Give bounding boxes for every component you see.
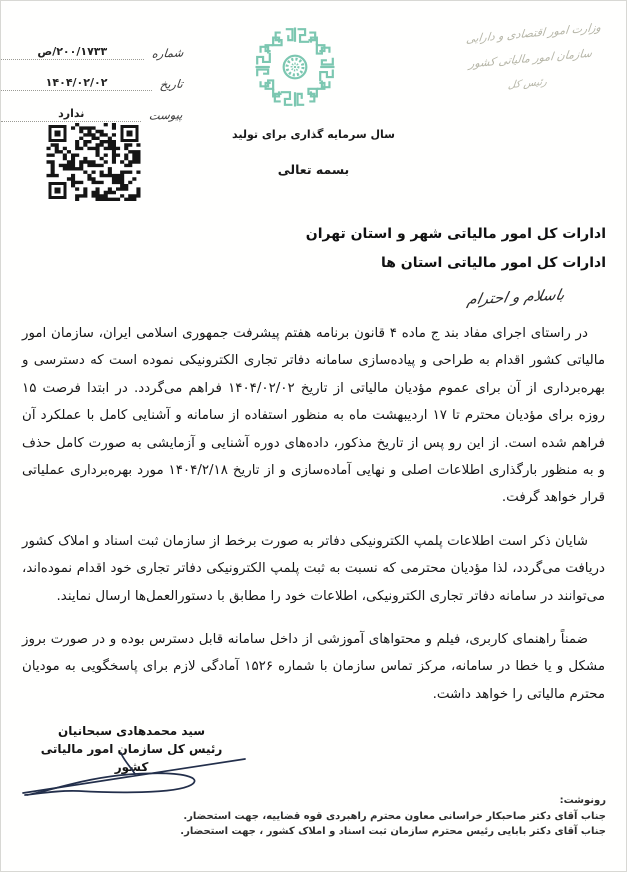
signer-name: سید محمدهادی سبحانیان: [57, 724, 206, 738]
field-date-value: ۱۴۰۴/۰۲/۰۲: [1, 76, 152, 91]
cc-heading: رونوشت:: [559, 795, 606, 806]
qr-code: [46, 123, 141, 201]
recipient-line-2: ادارات کل امور مالیاتی استان ها: [380, 255, 606, 271]
letterhead-fields: [1, 29, 197, 122]
recipients: [21, 220, 606, 278]
recipient-line-1: ادارات کل امور مالیاتی شهر و استان تهران: [305, 226, 606, 242]
ministry-header: [458, 15, 602, 103]
ministry-line-3: رئیس کل: [507, 76, 548, 92]
cc-item-2: جناب آقای دکتر بابایی رئیس محترم سازمان ثبت اسناد و املاک کشور ، جهت استحضار.: [180, 826, 606, 837]
letter-body: [22, 320, 605, 708]
field-attachment-value: ندارد: [1, 107, 141, 122]
field-number-value: ۲۰۰/۱۷۳۳/ص: [1, 45, 144, 60]
field-date: [1, 60, 197, 91]
greeting-salutation: باسلام و احترام: [465, 285, 567, 309]
field-number: [1, 29, 197, 60]
ministry-line-1: وزارت امور اقتصادی و دارایی: [465, 20, 602, 46]
tax-administration-emblem-icon: [253, 25, 337, 109]
field-date-label: تاریخ: [159, 76, 184, 92]
field-attachment: [1, 91, 197, 122]
year-slogan: سال سرمایه گذاری برای تولید: [232, 128, 395, 141]
paragraph-1: در راستای اجرای مفاد بند ج ماده ۴ قانون برنامه هفتم پیشرفت جمهوری اسلامی ایران، سازمان امور مالیاتی کشور اقدام به طراحی و پیاده‌سازی سامانه دفاتر تجاری الکترونیکی نموده است که دسترسی و بهره‌برداری از آن برای عموم مؤدیان مالیاتی از تاریخ ۱۴۰۴/۰۲/۰۲ فراهم می‌گردد. در ابتدا فرصت ۱۵ روزه برای مؤدیان محترم تا ۱۷ اردیبهشت ماه به منظور استفاده از سامانه و آشنایی کامل با عملکرد آن فراهم شده است. از این رو پس از تاریخ مذکور، داده‌های دوره آشنایی و آزمایشی به صورت کامل حذف و به منظور بارگذاری اطلاعات اصلی و نهایی آماده‌سازی و از تاریخ ۱۴۰۴/۲/۱۸ مورد بهره‌برداری عملیاتی قرار خواهد گرفت.: [22, 326, 605, 506]
bismillah: بسمه تعالی: [277, 162, 350, 177]
cc-section: [21, 793, 606, 840]
paragraph-3: ضمناً راهنمای کاربری، فیلم و محتواهای آموزشی از داخل سامانه قابل دسترس بوده و در صورت بروز مشکل و یا خطا در سامانه، مرکز تماس سازمان با شماره ۱۵۲۶ آمادگی لازم برای پاسخگویی به مودیان محترم مالیاتی را خواهد داشت.: [22, 632, 605, 702]
field-number-label: شماره: [150, 45, 184, 61]
ministry-line-2: سازمان امور مالیاتی کشور: [468, 46, 593, 71]
paragraph-2: شایان ذکر است اطلاعات پلمپ الکترونیکی دفاتر به صورت برخط از سازمان ثبت اسناد و املاک کشور دریافت می‌گردد، لذا مؤدیان محترمی که نسبت به ثبت پلمپ الکترونیکی دفاتر تجاری خود اقدام نموده‌اند، می‌توانند در سامانه دفاتر تجاری الکترونیکی، اطلاعات خود را مطابق با دستورالعمل‌ها ارسال نمایند.: [22, 533, 605, 604]
signer-title: رئیس کل سازمان امور مالیاتی کشور: [40, 742, 223, 774]
cc-item-1: جناب آقای دکتر صاحبکار خراسانی معاون محترم راهبردی قوه قضاییه، جهت استحضار.: [183, 810, 606, 822]
field-attachment-label: پیوست: [148, 107, 184, 123]
